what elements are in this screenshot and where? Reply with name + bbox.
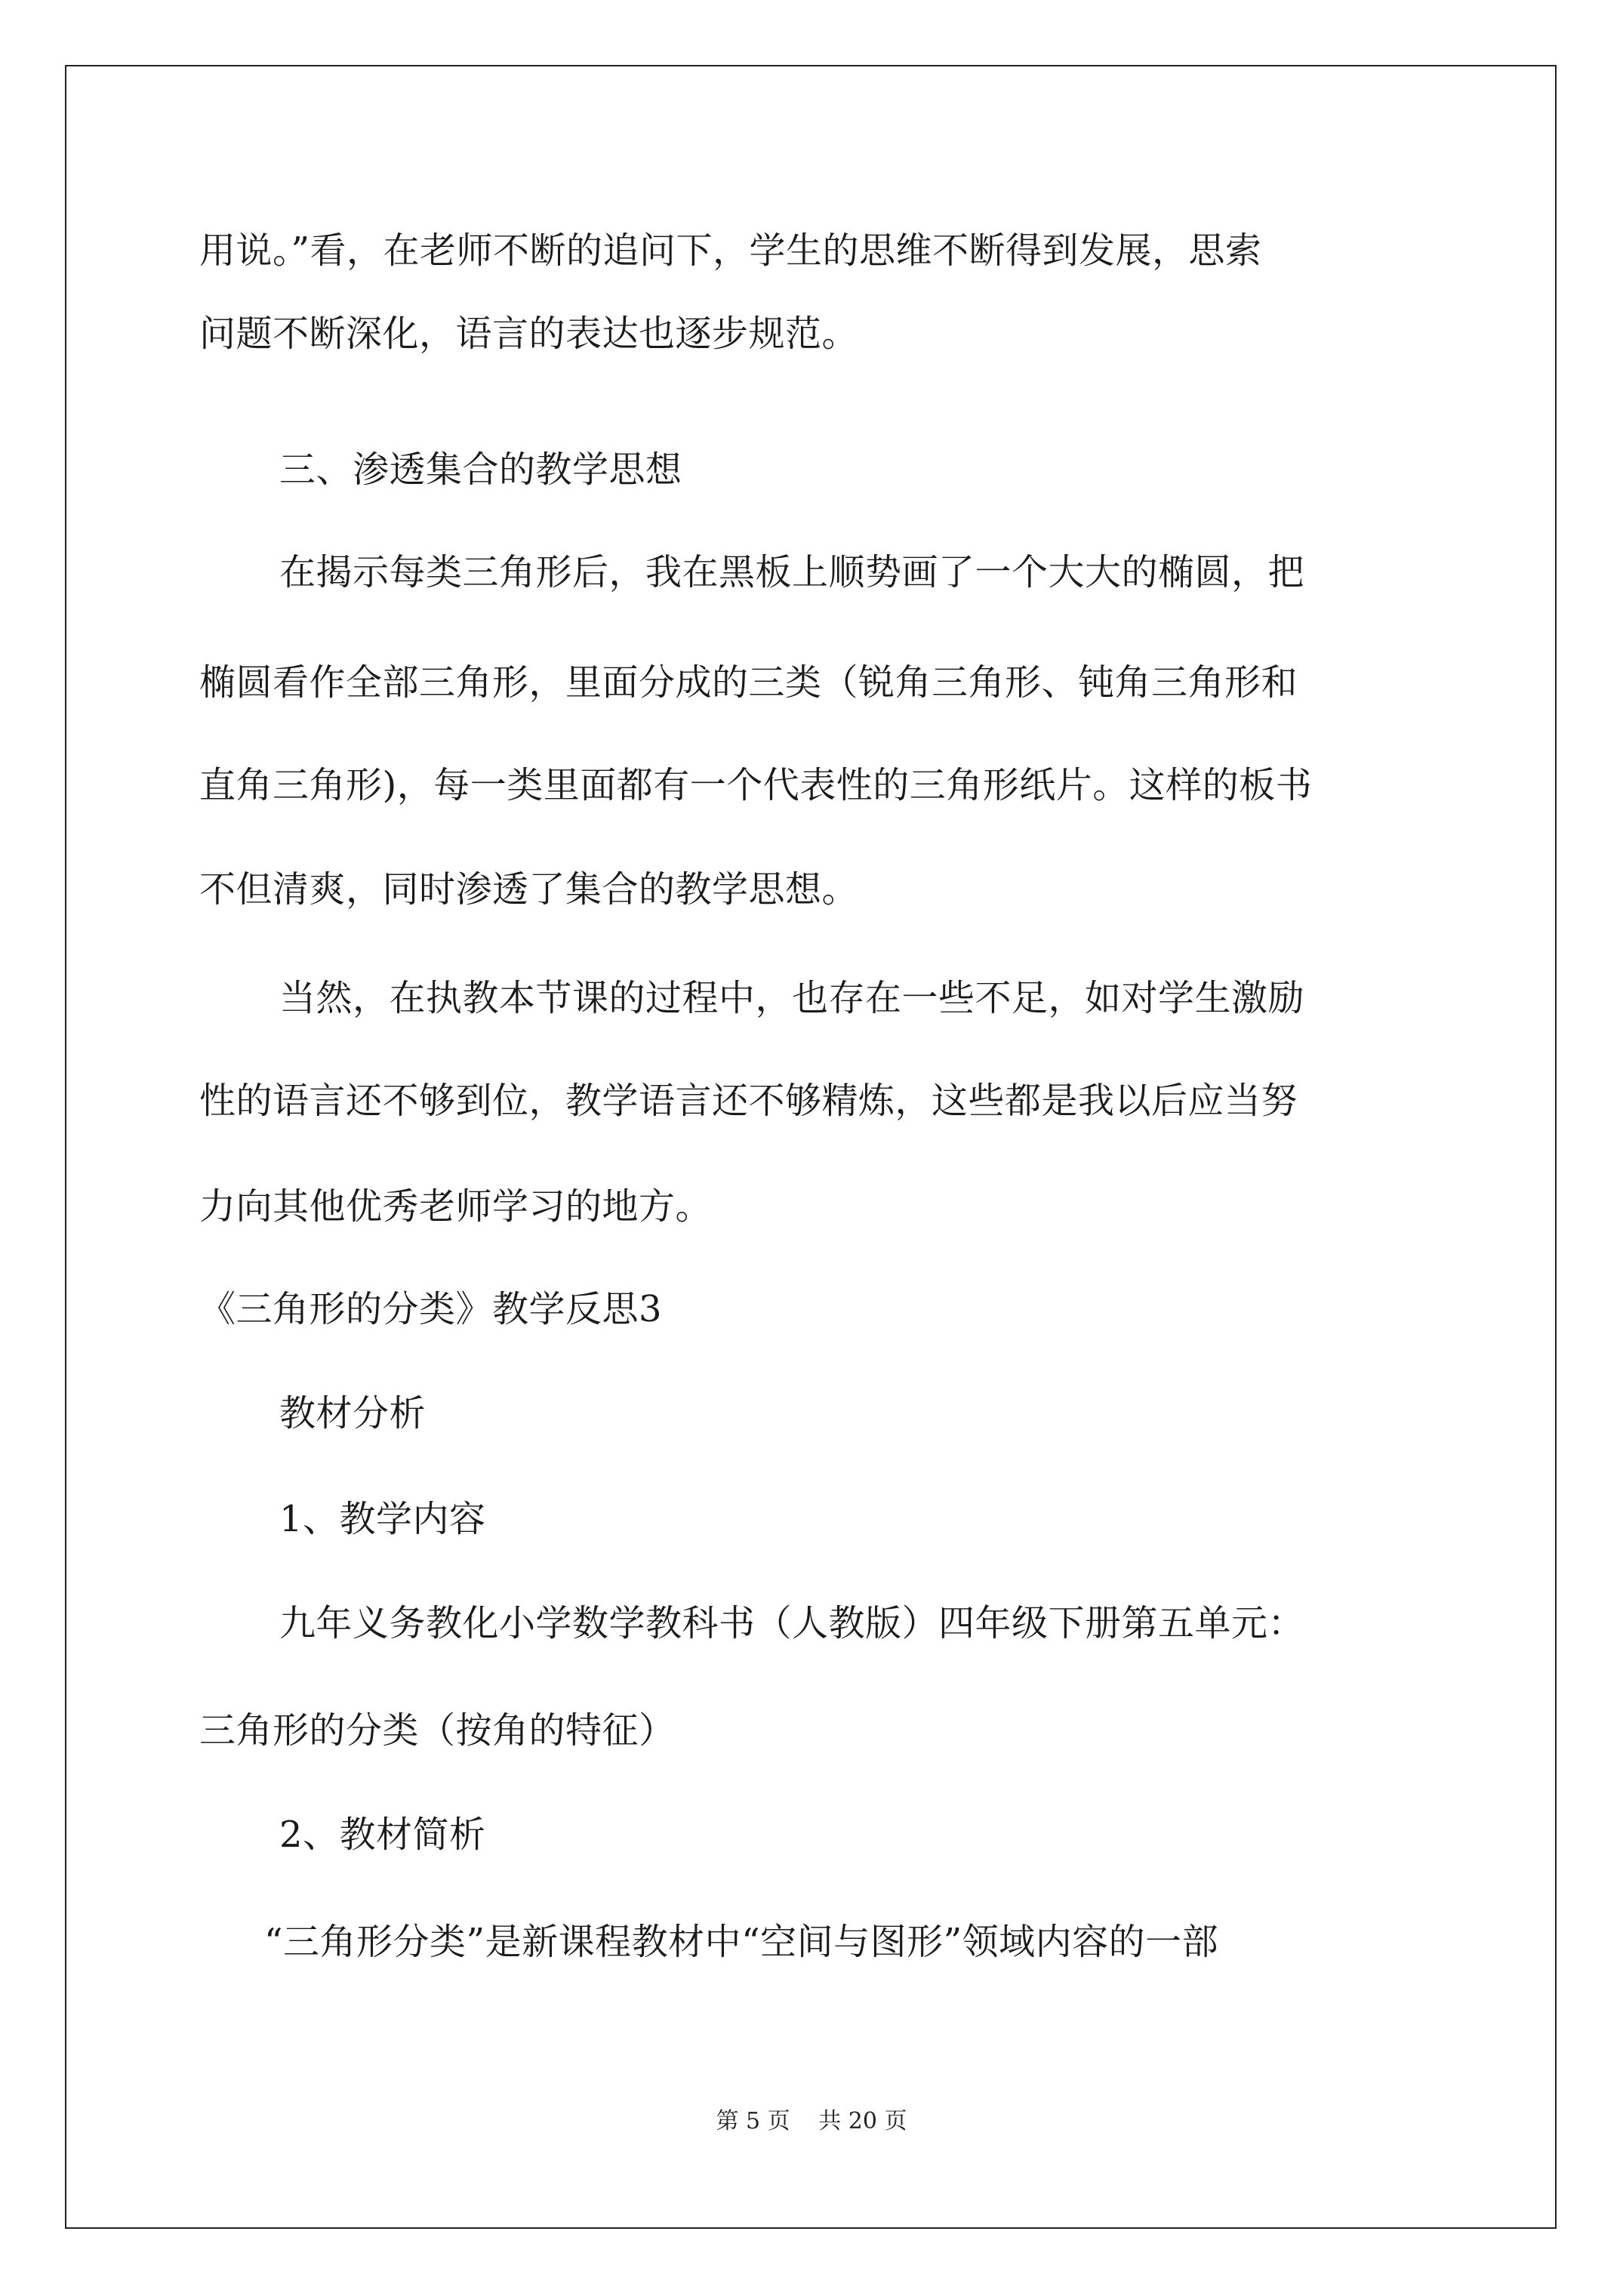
subheading-materials: 教材分析 bbox=[279, 1392, 427, 1435]
page-border bbox=[65, 65, 1557, 2229]
text-line-15: 三角形的分类（按角的特征） bbox=[199, 1709, 676, 1752]
text-line-6: 直角三角形)，每一类里面都有一个代表性的三角形纸片。这样的板书 bbox=[199, 764, 1313, 806]
subheading-analysis: 2、教材简析 bbox=[279, 1814, 486, 1856]
section-heading-3: 三、渗透集合的教学思想 bbox=[279, 448, 682, 491]
text-line-4: 在揭示每类三角形后，我在黑板上顺势画了一个大大的椭圆，把 bbox=[279, 551, 1305, 593]
page-total: 共 20 页 bbox=[818, 2108, 907, 2134]
subheading-content: 1、教学内容 bbox=[279, 1498, 486, 1540]
text-line-1: 用说。”看，在老师不断的追问下，学生的思维不断得到发展，思索 bbox=[199, 230, 1262, 272]
text-line-10: 力向其他优秀老师学习的地方。 bbox=[199, 1185, 713, 1228]
text-line-7: 不但清爽，同时渗透了集合的教学思想。 bbox=[199, 868, 859, 911]
text-line-5: 椭圆看作全部三角形，里面分成的三类（锐角三角形、钝角三角形和 bbox=[199, 661, 1298, 704]
text-line-2: 问题不断深化，语言的表达也逐步规范。 bbox=[199, 313, 859, 355]
text-line-8: 当然，在执教本节课的过程中，也存在一些不足，如对学生激励 bbox=[279, 977, 1305, 1019]
page-number: 第 5 页 bbox=[716, 2108, 790, 2134]
page-footer bbox=[0, 2106, 1623, 2137]
text-line-14: 九年义务教化小学数学教科书（人教版）四年级下册第五单元： bbox=[279, 1602, 1305, 1644]
text-line-9: 性的语言还不够到位，教学语言还不够精炼，这些都是我以后应当努 bbox=[199, 1080, 1298, 1122]
text-line-17: “三角形分类”是新课程教材中“空间与图形”领域内容的一部 bbox=[264, 1921, 1219, 1963]
section-title: 《三角形的分类》教学反思3 bbox=[199, 1288, 663, 1330]
